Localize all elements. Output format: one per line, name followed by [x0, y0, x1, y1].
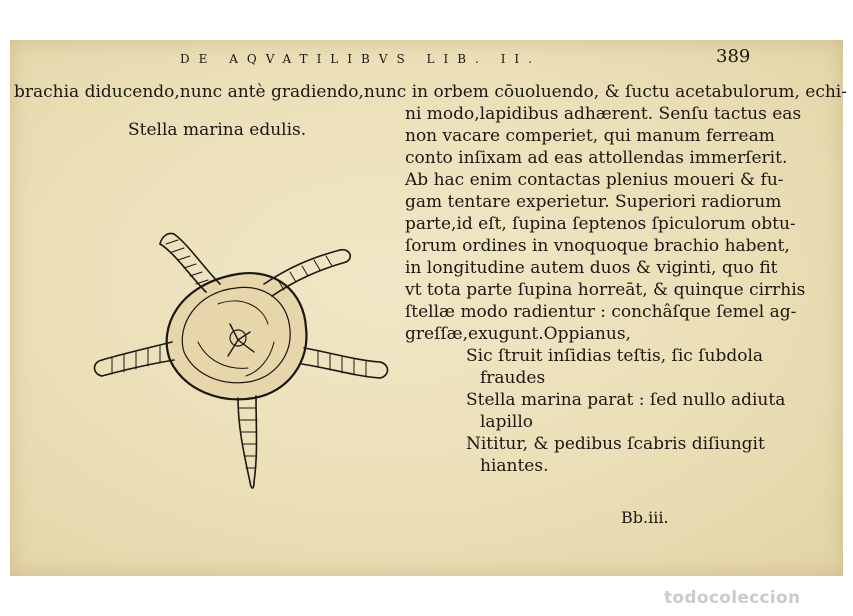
verse-line: Sic ſtruit inſidias teſtis, ſic ſubdola: [466, 346, 764, 366]
text-line: ſtellæ modo radientur : conchâſque ſemel ag-: [405, 302, 797, 322]
page-number: 389: [716, 46, 751, 67]
verse-line: fraudes: [480, 368, 546, 388]
signature-mark: Bb.iii.: [621, 508, 669, 527]
book-page: [10, 40, 847, 576]
text-line: ni modo,lapidibus adhærent. Senſu tactus eas: [405, 104, 802, 124]
verse-line: Nititur, & pedibus ſcabris diſiungit: [466, 434, 765, 454]
text-line: Ab hac enim contactas plenius moueri & fu-: [405, 170, 784, 190]
starfish-woodcut-illustration: [78, 192, 398, 502]
verse-line: hiantes.: [480, 456, 549, 476]
watermark-text: todocoleccion: [664, 588, 801, 608]
running-title: DE AQVATILIBVS LIB. II.: [180, 52, 541, 66]
text-line: in longitudine autem duos & viginti, quo fit: [405, 258, 778, 278]
verse-line: lapillo: [480, 412, 534, 432]
text-line: non vacare comperiet, qui manum ferream: [405, 126, 775, 146]
text-line: gam tentare experietur. Superiori radiorum: [405, 192, 782, 212]
figure-caption: Stella marina edulis.: [128, 120, 307, 140]
text-line: conto inſixam ad eas attollendas immerſerit.: [405, 148, 788, 168]
text-line: parte,id eſt, ſupina ſeptenos ſpiculorum obtu-: [405, 214, 796, 234]
verse-line: Stella marina parat : ſed nullo adiuta: [466, 390, 786, 410]
text-line: vt tota parte ſupina horreāt, & quinque cirrhis: [405, 280, 806, 300]
text-line: brachia diducendo,nunc antè gradiendo,nunc in orbem cōuoluendo, & ſuctu acetabulorum, echi-: [14, 82, 847, 102]
text-line: ſorum ordines in vnoquoque brachio habent,: [405, 236, 790, 256]
text-line: greſſæ,exugunt.Oppianus,: [405, 324, 631, 344]
